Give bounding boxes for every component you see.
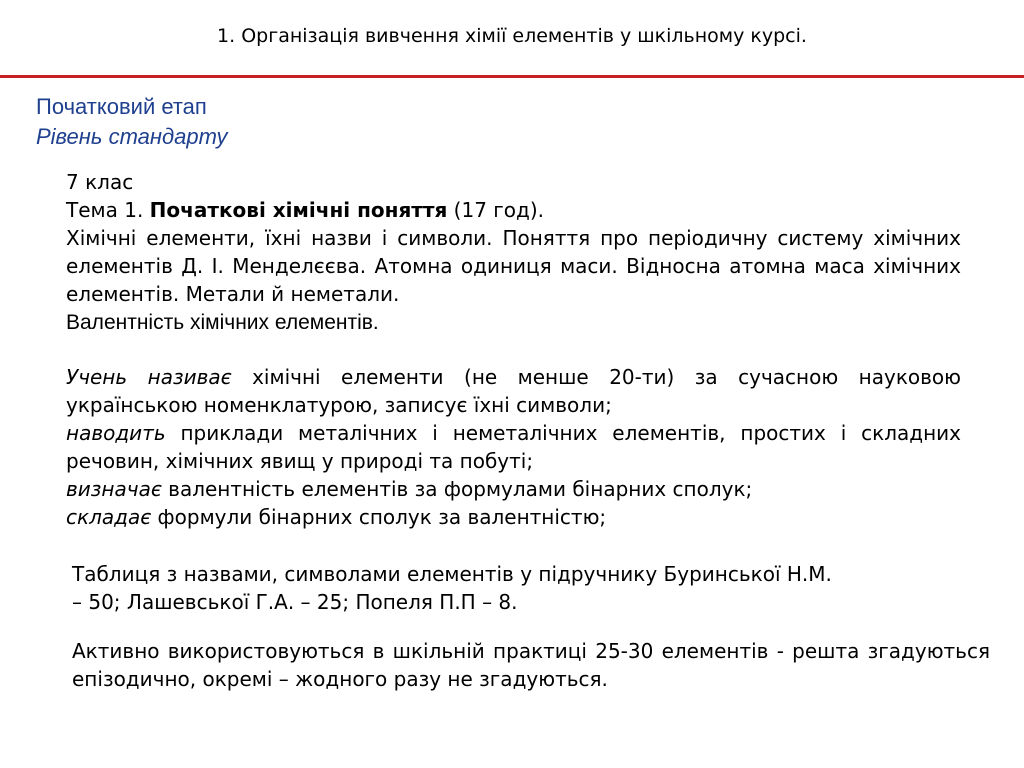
topic-line <box>66 196 961 224</box>
stage-title: Початковий етап <box>36 94 207 119</box>
stage-level: Рівень стандарту <box>36 124 228 149</box>
outcome-verb: визначає <box>66 477 162 501</box>
table-note-line: Таблиця з назвами, символами елементів у підручнику Буринської Н.М. <box>72 562 832 586</box>
table-note-line: – 50; Лашевської Г.А. – 25; Попеля П.П – 8. <box>72 590 518 614</box>
practice-note-text: Активно використовуються в шкільній практиці 25-30 елементів - решта згадуються епізодично, окремі – жодного разу не згадуються. <box>72 639 990 691</box>
topic-body: Хімічні елементи, їхні назви і символи. Поняття про періодичну систему хімічних елементів Д. І. Менделєєва. Атомна одиниця маси. Відносна атомна маса хімічних елементів. Метали й неметали. <box>66 226 961 306</box>
outcome-item <box>66 363 961 419</box>
outcome-text: приклади металічних і неметалічних елементів, простих і складних речовин, хімічних явищ у природі та побуті; <box>66 421 961 473</box>
outcome-item <box>66 475 961 503</box>
outcome-verb: Учень називає <box>66 365 232 389</box>
topic-name: Початкові хімічні поняття <box>149 198 448 222</box>
slide-title: 1. Організація вивчення хімії елементів у шкільному курсі. <box>217 25 807 47</box>
outcome-verb: наводить <box>66 421 166 445</box>
practice-note <box>72 637 990 693</box>
outcome-item <box>66 503 961 531</box>
outcome-verb: складає <box>66 505 152 529</box>
valence-line: Валентність хімічних елементів. <box>66 311 379 334</box>
outcome-text: формули бінарних сполук за валентністю; <box>151 505 607 529</box>
topic-hours: (17 год). <box>447 198 545 222</box>
title-divider <box>0 75 1024 78</box>
outcome-item <box>66 419 961 475</box>
textbook-table-note <box>72 560 990 616</box>
outcome-text: валентність елементів за формулами бінарних сполук; <box>161 477 753 501</box>
outcomes-block <box>66 363 961 531</box>
topic-prefix: Тема 1. <box>66 198 150 222</box>
outcome-text: хімічні елементи (не менше 20-ти) за сучасною науковою українською номенклатурою, записує їхні символи; <box>66 365 961 417</box>
curriculum-block <box>66 168 961 338</box>
stage-heading <box>36 92 227 152</box>
grade-label: 7 клас <box>66 170 134 194</box>
